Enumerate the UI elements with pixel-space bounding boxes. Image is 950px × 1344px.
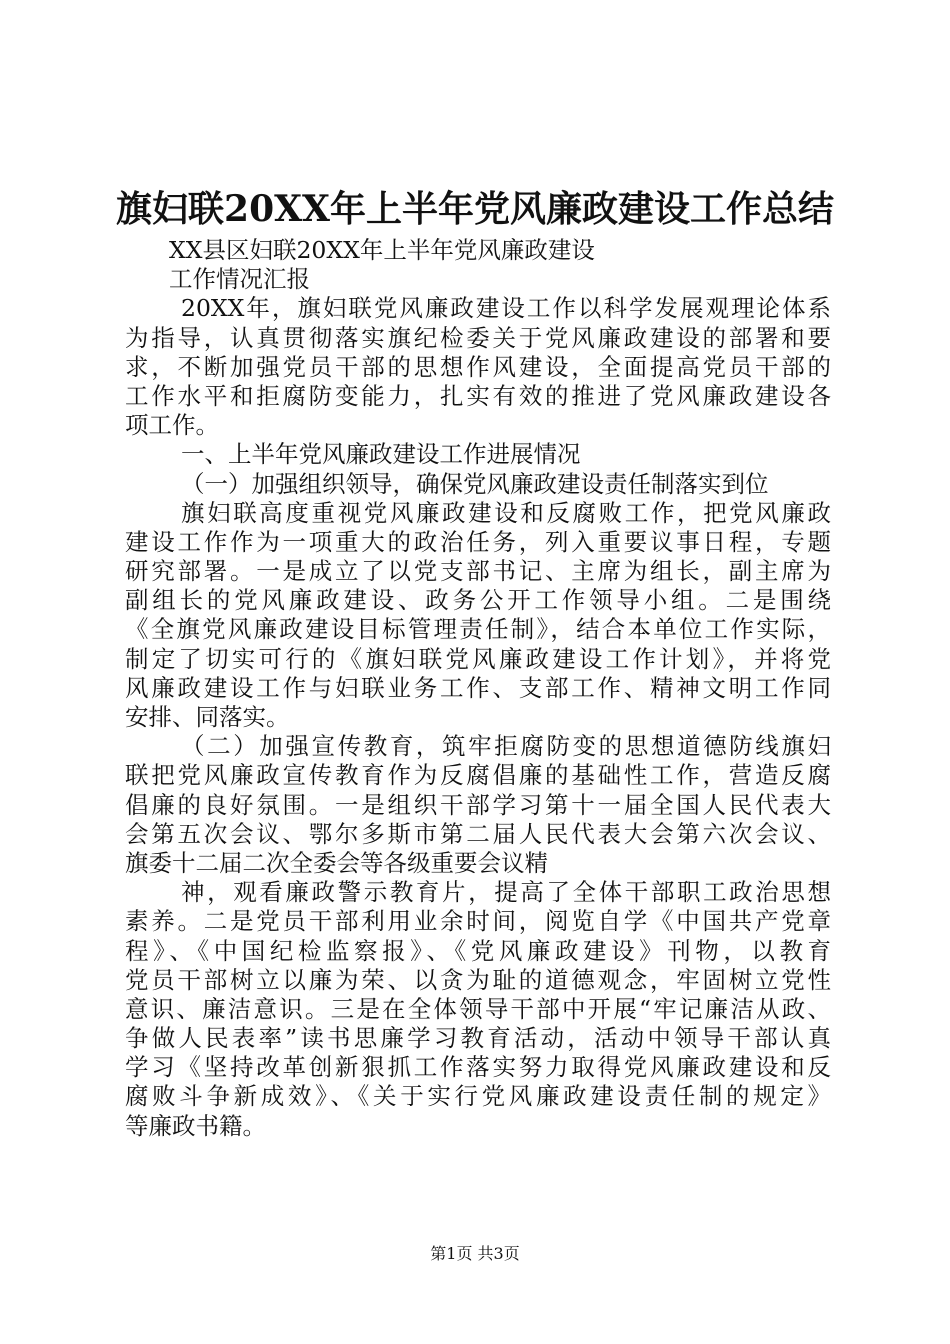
paragraph-line: 《全旗党风廉政建设目标管理责任制》，结合本单位工作实际，: [125, 615, 831, 644]
document-body: [125, 236, 831, 1141]
section-heading: 一、上半年党风廉政建设工作进展情况: [181, 440, 581, 469]
paragraph-line: 项工作。: [125, 411, 219, 440]
paragraph-line: 联把党风廉政宣传教育作为反腐倡廉的基础性工作，营造反腐: [125, 761, 831, 790]
paragraph-line: 副组长的党风廉政建设、政务公开工作领导小组。二是围绕: [125, 586, 831, 615]
paragraph-line: 倡廉的良好氛围。一是组织干部学习第十一届全国人民代表大: [125, 790, 831, 819]
paragraph-line: 安排、同落实。: [125, 703, 290, 731]
paragraph-line: 素养。二是党员干部利用业余时间，阅览自学《中国共产党章: [125, 907, 831, 936]
paragraph-line: 制定了切实可行的《旗妇联党风廉政建设工作计划》，并将党: [125, 644, 831, 673]
paragraph-line: 为指导，认真贯彻落实旗纪检委关于党风廉政建设的部署和要: [125, 323, 831, 352]
paragraph-line: 会第五次会议、鄂尔多斯市第二届人民代表大会第六次会议、: [125, 819, 831, 848]
subtitle-line-2: 工作情况汇报: [169, 265, 310, 294]
paragraph-line: 等廉政书籍。: [125, 1111, 266, 1140]
paragraph-line: 旗委十二届二次全委会等各级重要会议精: [125, 848, 548, 877]
paragraph-line: 神，观看廉政警示教育片，提高了全体干部职工政治思想: [181, 878, 831, 907]
subsection-heading: （一）加强组织领导，确保党风廉政建设责任制落实到位: [181, 469, 769, 498]
paragraph-line: 求，不断加强党员干部的思想作风建设，全面提高党员干部的: [125, 352, 831, 381]
paragraph-line: 旗妇联高度重视党风廉政建设和反腐败工作，把党风廉政: [181, 498, 831, 527]
paragraph-line: 争做人民表率”读书思廉学习教育活动，活动中领导干部认真: [125, 1024, 831, 1053]
document-title: 旗妇联20XX年上半年党风廉政建设工作总结: [116, 188, 834, 230]
subtitle-line-1: XX县区妇联20XX年上半年党风廉政建设: [169, 236, 595, 264]
paragraph-line: 党员干部树立以廉为荣、以贪为耻的道德观念，牢固树立党性: [125, 965, 831, 994]
paragraph-line: 程》、《中国纪检监察报》、《党风廉政建设》刊物，以教育: [125, 936, 831, 965]
paragraph-line: 研究部署。一是成立了以党支部书记、主席为组长，副主席为: [125, 557, 831, 586]
page-footer: 第1页 共3页: [430, 1244, 520, 1263]
paragraph-line: 学习《坚持改革创新狠抓工作落实努力取得党风廉政建设和反: [125, 1053, 831, 1082]
subsection-heading: （二）加强宣传教育，筑牢拒腐防变的思想道德防线旗妇: [181, 732, 831, 761]
paragraph-line: 意识、廉洁意识。三是在全体领导干部中开展“牢记廉洁从政、: [125, 994, 831, 1023]
paragraph-line: 建设工作作为一项重大的政治任务，列入重要议事日程，专题: [125, 527, 831, 556]
paragraph-line: 风廉政建设工作与妇联业务工作、支部工作、精神文明工作同: [125, 673, 831, 702]
paragraph-line: 腐败斗争新成效》、《关于实行党风廉政建设责任制的规定》: [125, 1082, 831, 1111]
paragraph-line: 工作水平和拒腐防变能力，扎实有效的推进了党风廉政建设各: [125, 381, 831, 410]
paragraph-line: 20XX年，旗妇联党风廉政建设工作以科学发展观理论体系: [181, 294, 831, 323]
